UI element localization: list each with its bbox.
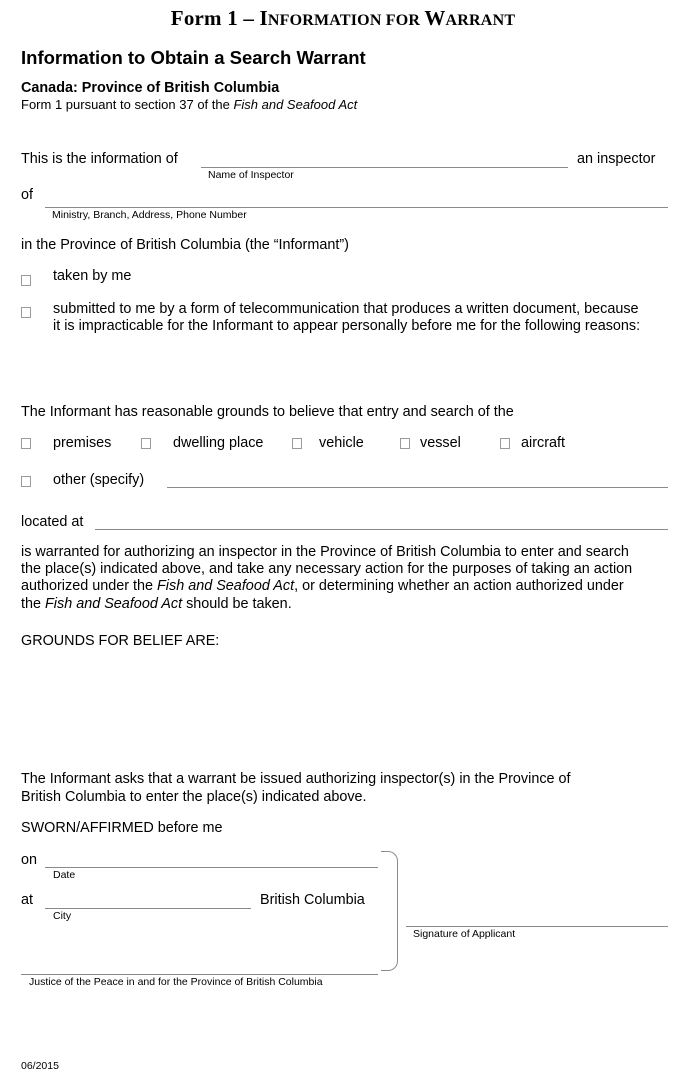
signature-field[interactable] bbox=[406, 926, 668, 927]
grounds-intro: The Informant has reasonable grounds to believe that entry and search of the bbox=[21, 404, 514, 420]
taken-checkbox[interactable] bbox=[21, 275, 31, 286]
title-word-rest: ARRANT bbox=[445, 12, 516, 29]
date-caption: Date bbox=[53, 869, 76, 881]
taken-label: taken by me bbox=[53, 268, 132, 284]
warranted-line-2: the place(s) indicated above, and take any necessary action for the purposes of taking an action bbox=[21, 561, 633, 577]
signature-caption: Signature of Applicant bbox=[413, 928, 516, 940]
other-checkbox[interactable] bbox=[21, 476, 31, 487]
warranted-line-1: is warranted for authorizing an inspector in the Province of British Columbia to enter and search bbox=[21, 544, 629, 560]
city-caption: City bbox=[53, 910, 72, 922]
form-title bbox=[0, 6, 686, 31]
justice-signature-field[interactable] bbox=[21, 974, 378, 975]
address-field[interactable] bbox=[45, 207, 668, 208]
at-label: at bbox=[21, 892, 34, 908]
request-line-2: British Columbia to enter the place(s) indicated above. bbox=[21, 789, 367, 805]
jurisdiction: Canada: Province of British Columbia bbox=[21, 80, 280, 96]
submitted-line-2: it is impracticable for the Informant to appear personally before me for the following reasons: bbox=[53, 318, 641, 334]
pursuant-text: Form 1 pursuant to section 37 of the bbox=[21, 97, 234, 112]
act-name: Fish and Seafood Act bbox=[157, 578, 295, 594]
dwelling-checkbox[interactable] bbox=[141, 438, 151, 449]
warranted-text: should be taken. bbox=[182, 596, 292, 612]
inspector-name-field[interactable] bbox=[201, 167, 568, 168]
bracket-divider bbox=[381, 851, 398, 971]
page-heading: Information to Obtain a Search Warrant bbox=[21, 47, 366, 68]
province-line: in the Province of British Columbia (the “Informant”) bbox=[21, 237, 349, 253]
informant-intro: This is the information of bbox=[21, 151, 178, 167]
sworn-label: SWORN/AFFIRMED before me bbox=[21, 820, 223, 836]
justice-caption: Justice of the Peace in and for the Province of British Columbia bbox=[29, 976, 323, 988]
aircraft-label: aircraft bbox=[521, 435, 565, 451]
on-label: on bbox=[21, 852, 38, 868]
warranted-line-3 bbox=[21, 578, 624, 594]
warranted-line-4 bbox=[21, 596, 292, 612]
pursuant-line bbox=[21, 97, 357, 112]
vessel-label: vessel bbox=[420, 435, 461, 451]
submitted-line-1: submitted to me by a form of telecommunication that produces a written document, because bbox=[53, 301, 639, 317]
aircraft-checkbox[interactable] bbox=[500, 438, 510, 449]
act-name: Fish and Seafood Act bbox=[233, 97, 358, 112]
premises-label: premises bbox=[53, 435, 112, 451]
name-caption: Name of Inspector bbox=[208, 169, 294, 181]
premises-checkbox[interactable] bbox=[21, 438, 31, 449]
grounds-heading: GROUNDS FOR BELIEF ARE: bbox=[21, 633, 220, 649]
of-label: of bbox=[21, 187, 34, 203]
dwelling-label: dwelling place bbox=[173, 435, 264, 451]
title-word-rest: NFORMATION FOR bbox=[267, 12, 425, 29]
act-name: Fish and Seafood Act bbox=[45, 596, 183, 612]
title-word-cap: W bbox=[424, 6, 446, 30]
title-word-cap: I bbox=[259, 6, 268, 30]
inspector-suffix: an inspector bbox=[577, 151, 656, 167]
vehicle-checkbox[interactable] bbox=[292, 438, 302, 449]
warranted-text: the bbox=[21, 596, 46, 612]
province-label: British Columbia bbox=[260, 892, 365, 908]
location-field[interactable] bbox=[95, 529, 668, 530]
located-at-label: located at bbox=[21, 514, 84, 530]
warranted-text: authorized under the bbox=[21, 578, 158, 594]
warranted-text: , or determining whether an action authorized under bbox=[294, 578, 624, 594]
vessel-checkbox[interactable] bbox=[400, 438, 410, 449]
submitted-checkbox[interactable] bbox=[21, 307, 31, 318]
date-field[interactable] bbox=[45, 867, 378, 868]
request-line-1: The Informant asks that a warrant be issued authorizing inspector(s) in the Province of bbox=[21, 771, 571, 787]
vehicle-label: vehicle bbox=[319, 435, 364, 451]
address-caption: Ministry, Branch, Address, Phone Number bbox=[52, 209, 247, 221]
other-specify-field[interactable] bbox=[167, 487, 668, 488]
form-number: Form 1 bbox=[170, 6, 238, 30]
city-field[interactable] bbox=[45, 908, 251, 909]
title-dash: – bbox=[243, 6, 255, 30]
form-version: 06/2015 bbox=[21, 1060, 59, 1072]
other-label: other (specify) bbox=[53, 472, 145, 488]
